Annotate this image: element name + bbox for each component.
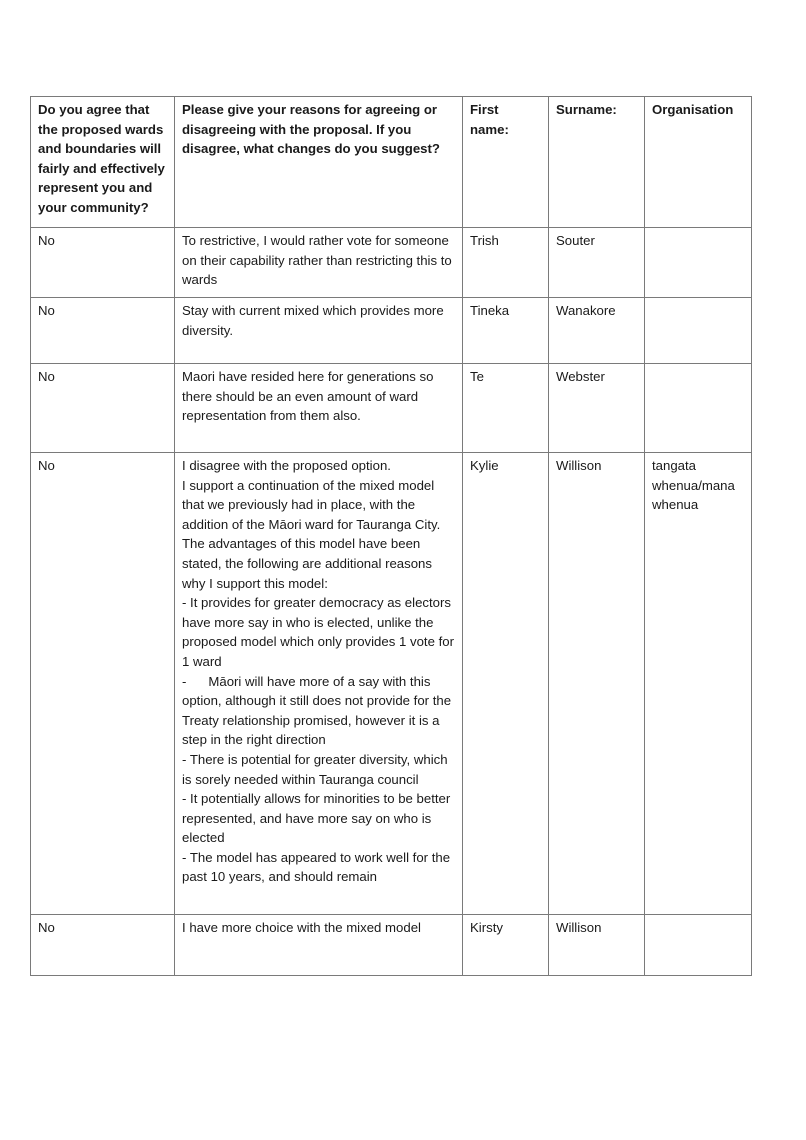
cell-reasons <box>175 453 463 915</box>
reason-line: Stay with current mixed which provides more diversity. <box>182 303 444 338</box>
reason-line: - The model has appeared to work well for the past 10 years, and should remain <box>182 849 451 885</box>
cell-organisation <box>645 915 752 976</box>
reason-line: To restrictive, I would rather vote for someone on their capability rather than restricting this to wards <box>182 233 452 288</box>
cell-reasons <box>175 364 463 453</box>
table-row <box>31 915 752 976</box>
reason-line: I disagree with the proposed option. <box>182 458 391 473</box>
cell-first-name: Kirsty <box>463 915 549 976</box>
reason-line: - It provides for greater democracy as electors have more say in who is elected, unlike the proposed model which only provides 1 vote for 1 ward <box>182 595 454 669</box>
cell-first-name: Trish <box>463 228 549 298</box>
cell-surname: Webster <box>549 364 645 453</box>
cell-surname: Wanakore <box>549 298 645 364</box>
cell-agree: No <box>31 364 175 453</box>
table-row <box>31 364 752 453</box>
table-row <box>31 298 752 364</box>
table-row <box>31 228 752 298</box>
header-organisation: Organisation <box>645 97 752 228</box>
cell-organisation <box>645 298 752 364</box>
header-reasons: Please give your reasons for agreeing or disagreeing with the proposal. If you disagree, what changes do you suggest? <box>175 97 463 228</box>
table-header-row <box>31 97 752 228</box>
reason-line: - It potentially allows for minorities to be better represented, and have more say on who is elected <box>182 791 451 846</box>
cell-reasons <box>175 228 463 298</box>
cell-reasons <box>175 915 463 976</box>
cell-first-name: Tineka <box>463 298 549 364</box>
cell-reasons <box>175 298 463 364</box>
header-first-name: First name: <box>463 97 549 228</box>
header-agree: Do you agree that the proposed wards and boundaries will fairly and effectively represent you and your community? <box>31 97 175 228</box>
reason-line: - There is potential for greater diversity, which is sorely needed within Tauranga council <box>182 751 448 787</box>
cell-surname: Willison <box>549 915 645 976</box>
cell-first-name: Kylie <box>463 453 549 915</box>
cell-organisation <box>645 228 752 298</box>
cell-organisation <box>645 364 752 453</box>
table-row <box>31 453 752 915</box>
reason-line: - Māori will have more of a say with this option, although it still does not provide for the Treaty relationship promised, however it is a step in the right direction <box>182 673 455 748</box>
cell-agree: No <box>31 228 175 298</box>
submissions-table <box>30 96 752 976</box>
cell-agree: No <box>31 915 175 976</box>
reason-line: I support a continuation of the mixed model that we previously had in place, with the addition of the Māori ward for Tauranga City. The advantages of this model have been stated, the following are additional reasons why I support this model: <box>182 477 441 591</box>
cell-agree: No <box>31 298 175 364</box>
cell-first-name: Te <box>463 364 549 453</box>
reason-line: I have more choice with the mixed model <box>182 920 421 935</box>
cell-organisation: tangata whenua/mana whenua <box>645 453 752 915</box>
reason-line: Maori have resided here for generations so there should be an even amount of ward representation from them also. <box>182 369 434 424</box>
cell-surname: Souter <box>549 228 645 298</box>
header-surname: Surname: <box>549 97 645 228</box>
cell-agree: No <box>31 453 175 915</box>
cell-surname: Willison <box>549 453 645 915</box>
